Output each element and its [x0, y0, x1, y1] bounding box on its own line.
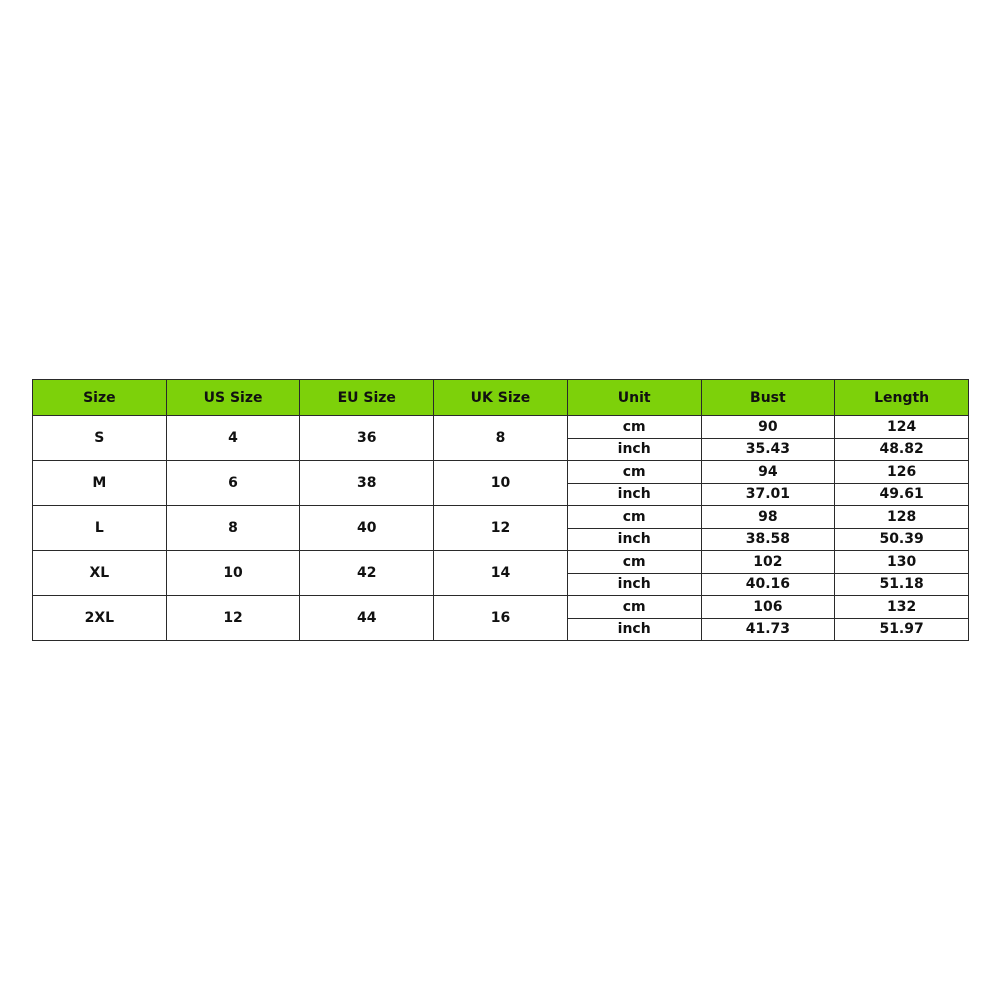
table-row	[33, 416, 969, 439]
bust-cell: 98	[701, 506, 835, 529]
table-row	[33, 551, 969, 574]
table-row	[33, 461, 969, 484]
length-cell: 130	[835, 551, 969, 574]
unit-cell: cm	[567, 506, 701, 529]
eu-size-cell: 36	[300, 416, 434, 461]
unit-cell: cm	[567, 461, 701, 484]
uk-size-cell: 8	[434, 416, 568, 461]
uk-size-cell: 14	[434, 551, 568, 596]
us-size-cell: 4	[166, 416, 300, 461]
length-cell: 132	[835, 596, 969, 619]
header-bust: Bust	[701, 380, 835, 416]
size-cell: L	[33, 506, 167, 551]
length-cell: 124	[835, 416, 969, 439]
unit-cell: inch	[567, 573, 701, 596]
size-cell: M	[33, 461, 167, 506]
bust-cell: 106	[701, 596, 835, 619]
eu-size-cell: 38	[300, 461, 434, 506]
size-cell: S	[33, 416, 167, 461]
us-size-cell: 12	[166, 596, 300, 641]
size-cell: 2XL	[33, 596, 167, 641]
header-us-size: US Size	[166, 380, 300, 416]
bust-cell: 38.58	[701, 528, 835, 551]
bust-cell: 37.01	[701, 483, 835, 506]
header-size: Size	[33, 380, 167, 416]
unit-cell: inch	[567, 438, 701, 461]
table-row	[33, 596, 969, 619]
table-row	[33, 506, 969, 529]
unit-cell: cm	[567, 416, 701, 439]
length-cell: 48.82	[835, 438, 969, 461]
bust-cell: 35.43	[701, 438, 835, 461]
unit-cell: cm	[567, 596, 701, 619]
header-row	[33, 380, 969, 416]
eu-size-cell: 40	[300, 506, 434, 551]
us-size-cell: 10	[166, 551, 300, 596]
unit-cell: cm	[567, 551, 701, 574]
length-cell: 126	[835, 461, 969, 484]
eu-size-cell: 42	[300, 551, 434, 596]
us-size-cell: 6	[166, 461, 300, 506]
header-uk-size: UK Size	[434, 380, 568, 416]
uk-size-cell: 16	[434, 596, 568, 641]
bust-cell: 41.73	[701, 618, 835, 641]
uk-size-cell: 10	[434, 461, 568, 506]
us-size-cell: 8	[166, 506, 300, 551]
length-cell: 51.97	[835, 618, 969, 641]
size-chart-table	[32, 379, 969, 641]
eu-size-cell: 44	[300, 596, 434, 641]
size-cell: XL	[33, 551, 167, 596]
length-cell: 128	[835, 506, 969, 529]
bust-cell: 102	[701, 551, 835, 574]
header-eu-size: EU Size	[300, 380, 434, 416]
length-cell: 49.61	[835, 483, 969, 506]
bust-cell: 40.16	[701, 573, 835, 596]
bust-cell: 94	[701, 461, 835, 484]
header-length: Length	[835, 380, 969, 416]
size-chart-header	[33, 380, 969, 416]
length-cell: 50.39	[835, 528, 969, 551]
bust-cell: 90	[701, 416, 835, 439]
unit-cell: inch	[567, 528, 701, 551]
header-unit: Unit	[567, 380, 701, 416]
size-chart-body	[33, 416, 969, 641]
length-cell: 51.18	[835, 573, 969, 596]
unit-cell: inch	[567, 483, 701, 506]
unit-cell: inch	[567, 618, 701, 641]
uk-size-cell: 12	[434, 506, 568, 551]
